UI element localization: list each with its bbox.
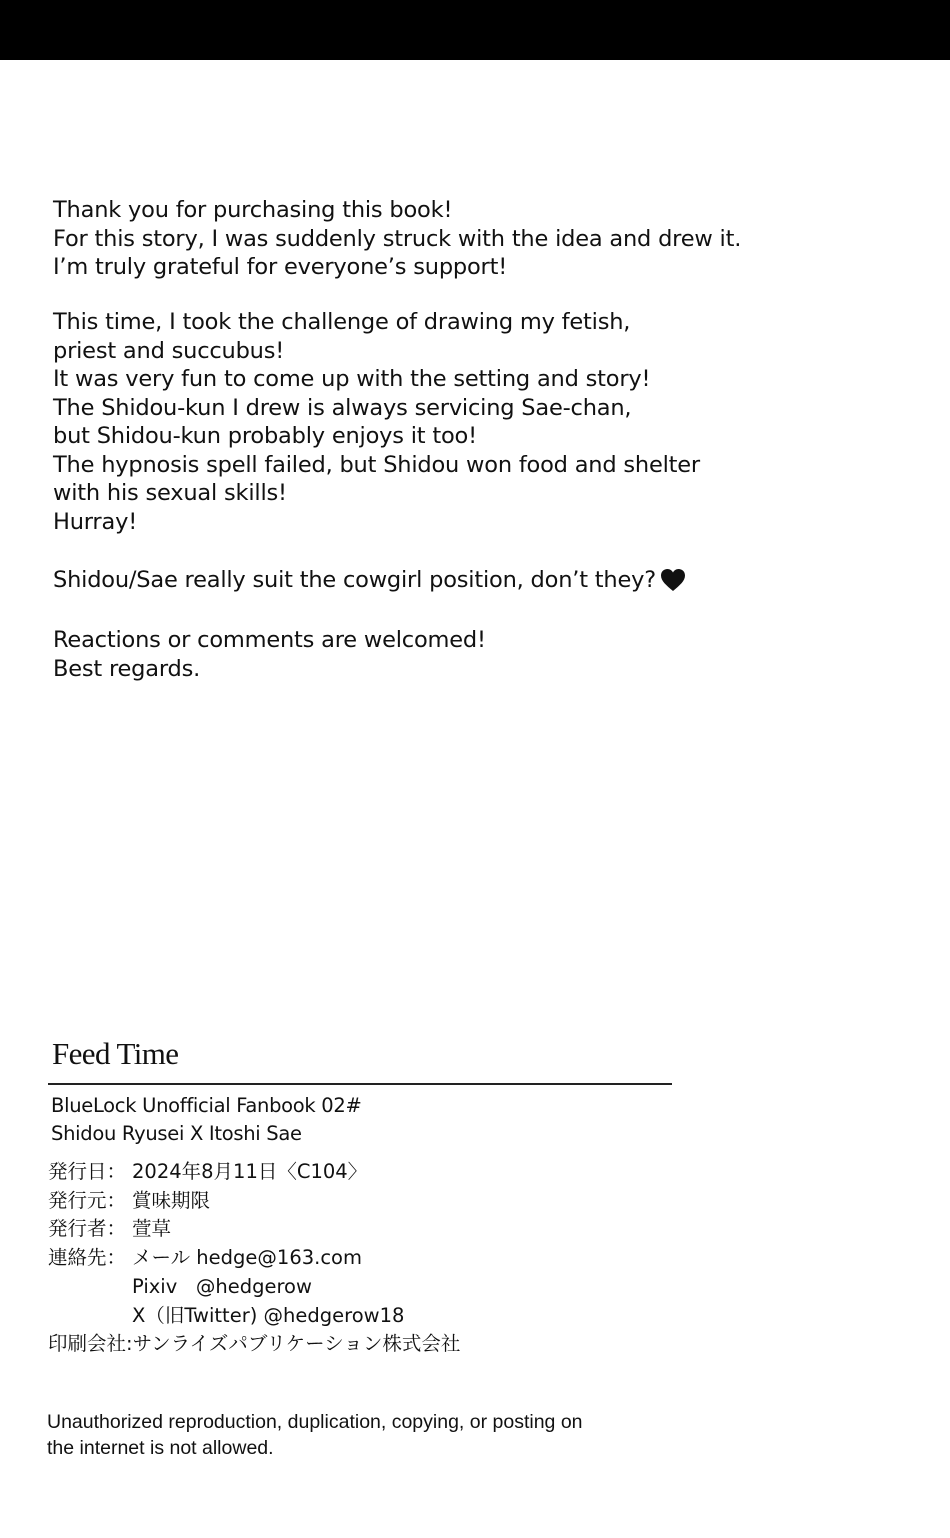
colophon-info <box>48 1158 460 1359</box>
afterword-line: The Shidou-kun I drew is always servicing Sae-chan, <box>53 394 632 421</box>
top-black-band <box>0 0 950 60</box>
issuer-value: 萱草 <box>132 1217 172 1241</box>
afterword-line: but Shidou-kun probably enjoys it too! <box>53 423 477 449</box>
afterword-line: priest and succubus! <box>53 337 285 364</box>
colophon-title: Feed Time <box>52 1036 179 1071</box>
issuer-row <box>48 1215 460 1244</box>
contact-pixiv: Pixiv @hedgerow <box>132 1274 312 1298</box>
contact-email: メール hedge@163.com <box>132 1246 362 1270</box>
afterword-line: This time, I took the challenge of drawing my fetish, <box>53 309 631 335</box>
disclaimer-line: Unauthorized reproduction, duplication, copying, or posting on <box>47 1411 583 1433</box>
printer-value: サンライズパブリケーション株式会社 <box>132 1332 461 1356</box>
afterword-line: Reactions or comments are welcomed! <box>53 627 486 653</box>
disclaimer-line: the internet is not allowed. <box>47 1437 274 1459</box>
afterword-paragraph-thanks <box>53 196 741 282</box>
afterword-paragraph-pairing <box>53 566 686 595</box>
afterword-line: Hurray! <box>53 508 138 535</box>
printer-label: 印刷会社: <box>48 1332 133 1356</box>
issue-date-value: 2024年8月11日〈C104〉 <box>132 1160 368 1183</box>
publisher-value: 賞味期限 <box>132 1188 211 1212</box>
afterword-line: For this story, I was suddenly struck with the idea and drew it. <box>53 225 742 252</box>
contact-row <box>48 1244 460 1273</box>
copyright-disclaimer <box>47 1409 583 1461</box>
colophon-pairing: Shidou Ryusei X Itoshi Sae <box>51 1122 302 1145</box>
afterword-line: I’m truly grateful for everyone’s support! <box>53 254 508 280</box>
contact-x-row <box>48 1302 460 1331</box>
printer-row <box>48 1330 460 1359</box>
colophon-divider <box>48 1083 672 1085</box>
publisher-row <box>48 1187 460 1216</box>
afterword-paragraph-closing <box>53 626 486 683</box>
issue-date-row <box>48 1158 460 1187</box>
issuer-label: 発行者： <box>48 1217 127 1241</box>
afterword-line: It was very fun to come up with the setting and story! <box>53 366 651 392</box>
afterword-line: Thank you for purchasing this book! <box>53 197 453 223</box>
afterword-line <box>53 566 686 595</box>
afterword-line: The hypnosis spell failed, but Shidou won food and shelter <box>53 451 700 478</box>
afterword-line-text: Shidou/Sae really suit the cowgirl position, don’t they? <box>53 567 656 593</box>
colophon-series: BlueLock Unofficial Fanbook 02# <box>51 1094 362 1117</box>
afterword-line: with his sexual skills! <box>53 480 287 506</box>
contact-x: X（旧Twitter) @hedgerow18 <box>132 1303 405 1327</box>
contact-label: 連絡先： <box>48 1246 127 1270</box>
contact-pixiv-row <box>48 1273 460 1302</box>
afterword-paragraph-story <box>53 308 700 536</box>
heart-icon <box>660 568 686 592</box>
afterword-line: Best regards. <box>53 655 201 682</box>
publisher-label: 発行元： <box>48 1188 127 1212</box>
issue-date-label: 発行日： <box>48 1160 127 1183</box>
